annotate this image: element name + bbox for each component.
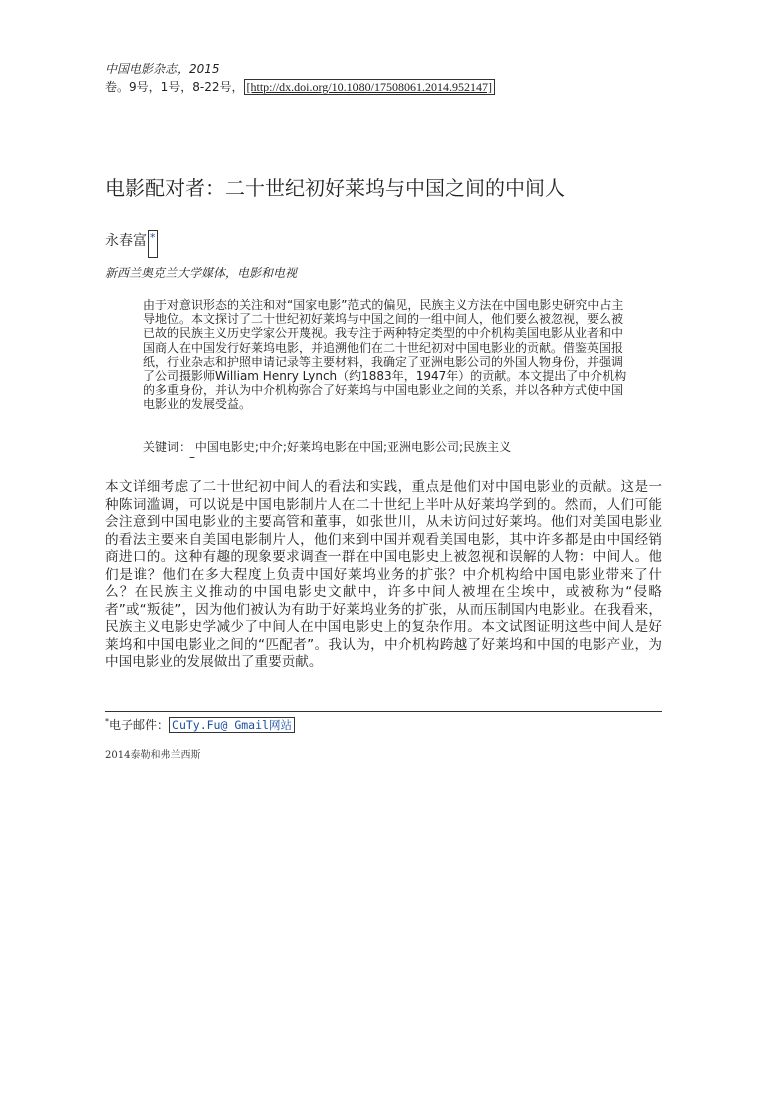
email-link[interactable]: CuTy.Fu@ Gmail网站 <box>169 717 295 733</box>
footnote-mark: * <box>105 717 109 726</box>
keyword-item: 中介 <box>258 440 283 454</box>
doi-link[interactable]: [http://dx.doi.org/10.1080/17508061.2014.952147] <box>244 79 495 95</box>
abstract: 由于对意识形态的关注和对“国家电影”范式的偏见，民族主义方法在中国电影史研究中占主导地位。本文探讨了二十世纪初好莱坞与中国之间的一组中间人，他们要么被忽视，要么被已故的民族主义历史学家公开蔑视。我专注于两种特定类型的中介机构美国电影从业者和中国商人在中国发行好莱坞电影，并追溯他们在二十世纪初对中国电影业的贡献。借鉴英国报纸，行业杂志和护照申请记录等主要材料，我确定了亚洲电影公司的外国人物身份，并强调了公司摄影师William Henry Lynch（约1883年，1947年）的贡献。本文提出了中介机构的多重身份，并认为中介机构弥合了好莱坞与中国电影业之间的关系，并以各种方式使中国电影业的发展受益。 <box>143 298 627 412</box>
citation-volume: 卷。9号，1号，8-22号， <box>105 80 244 94</box>
keyword-item: 亚洲电影公司 <box>387 440 460 454</box>
body-paragraph: 本文详细考虑了二十世纪初中间人的看法和实践，重点是他们对中国电影业的贡献。这是一种陈词滥调，可以说是中国电影制片人在二十世纪上半叶从好莱坞学到的。然而，人们可能会注意到中国电影业的主要高管和董事，如张世川，从未访问过好莱坞。他们对美国电影业的看法主要来自美国电影制片人，他们来到中国并观看美国电影，其中许多都是由中国经销商进口的。这种有趣的现象要求调查一群在中国电影史上被忽视和误解的人物：中间人。他们是谁？他们在多大程度上负责中国好莱坞业务的扩张？中介机构给中国电影业带来了什么？在民族主义推动的中国电影史文献中，许多中间人被埋在尘埃中，或被称为“侵略者”或“叛徒”，因为他们被认为有助于好莱坞业务的扩张，从而压制国内电影业。在我看来，民族主义电影史学减少了中间人在中国电影史上的复杂作用。本文试图证明这些中间人是好莱坞和中国电影业之间的“匹配者”。我认为，中介机构跨越了好莱坞和中国的电影产业，为中国电影业的发展做出了重要贡献。 <box>105 479 662 670</box>
keyword-item: 民族主义 <box>463 440 512 454</box>
author-name: 永春富 <box>105 233 147 249</box>
journal-name: 中国电影杂志，2015 <box>105 62 220 76</box>
copyright-notice: 2014泰勒和弗兰西斯 <box>105 750 201 761</box>
keywords-line <box>143 438 511 455</box>
article-title: 电影配对者：二十世纪初好莱坞与中国之间的中间人 <box>105 176 565 200</box>
keywords-trailing-dash: – <box>189 450 195 464</box>
keyword-separator: ; <box>282 440 287 454</box>
keyword-separator: ; <box>382 440 388 454</box>
keywords-label: 关键词： <box>143 440 192 454</box>
footnote <box>105 716 295 733</box>
author-affiliation: 新西兰奥克兰大学媒体，电影和电视 <box>105 266 298 280</box>
keyword-item: 中国电影史 <box>194 440 255 454</box>
author-footnote-link[interactable]: * <box>148 230 158 258</box>
keyword-item: 好莱坞电影在中国 <box>286 440 383 454</box>
keyword-separator: ; <box>254 440 259 454</box>
footnote-email-label: 电子邮件： <box>109 718 170 732</box>
footnote-divider <box>105 711 662 712</box>
citation-line <box>105 78 495 95</box>
keyword-separator: ; <box>459 440 464 454</box>
author-line <box>105 230 158 258</box>
